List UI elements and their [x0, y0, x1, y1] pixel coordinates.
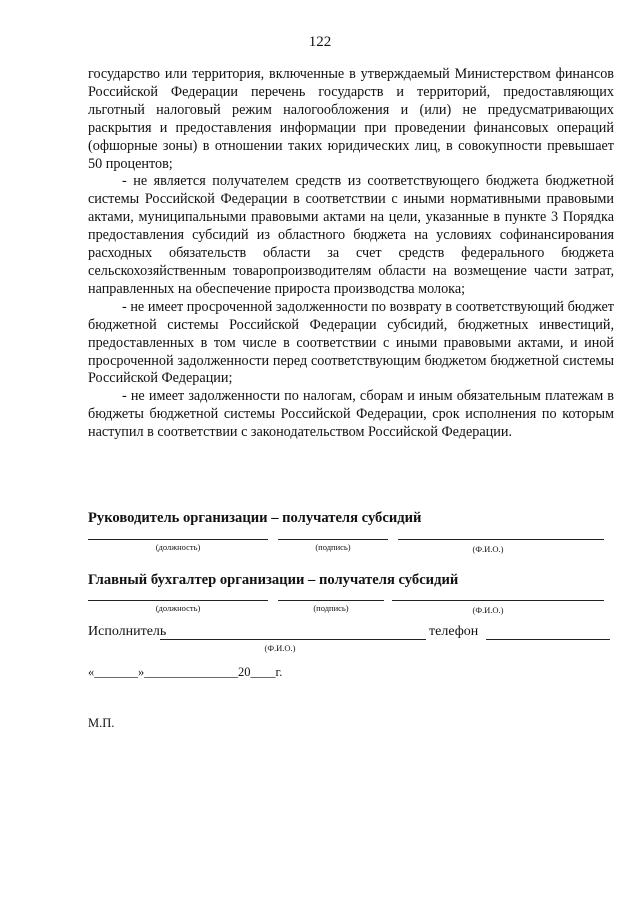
head-name-caption: (Ф.И.О.): [472, 544, 504, 554]
page-number: 122: [308, 34, 332, 50]
accountant-signature-caption: (подпись): [313, 603, 349, 613]
accountant-position-line: [88, 600, 268, 601]
phone-line: [486, 639, 610, 640]
accountant-name-caption: (Ф.И.О.): [472, 605, 504, 615]
head-signature-caption: (подпись): [315, 542, 351, 552]
paragraph: - не имеет задолженности по налогам, сборам и иным обязательным платежам в бюджеты бюджетной системы Российской Федерации, срок исполнения по которым наступил в соответствии с законодательством Российской Федерации.: [88, 388, 614, 441]
head-name-line: [398, 539, 604, 540]
executor-label: Исполнитель: [88, 624, 167, 639]
date-line: «_______»_______________20____г.: [88, 665, 283, 679]
stamp-label: М.П.: [88, 716, 115, 730]
accountant-signature-title: Главный бухгалтер организации – получателя субсидий: [88, 572, 459, 588]
head-position-caption: (должность): [155, 542, 201, 552]
executor-row: [88, 624, 166, 640]
paragraph: - не является получателем средств из соответствующего бюджета бюджетной системы Российской Федерации в соответствии с иными нормативными правовыми актами, муниципальными правовыми актами на цели, указанные в пункте 3 Порядка предоставления субсидий из областного бюджета на условиях софинансирования расходных обязательств области за счет средств федерального бюджета сельскохозяйственным товаропроизводителям области на возмещение части затрат, направленных на обеспечение прироста производства молока;: [88, 173, 614, 297]
accountant-signature-line: [278, 600, 384, 601]
body-text: [88, 66, 614, 442]
executor-name-caption: (Ф.И.О.): [264, 643, 296, 653]
head-signature-line: [278, 539, 388, 540]
paragraph: - не имеет просроченной задолженности по возврату в соответствующий бюджет бюджетной системы Российской Федерации субсидий, бюджетных инвестиций, предоставленных в том числе в соответствии с иными правовыми актами, и иной просроченной задолженности перед соответствующим бюджетом бюджетной системы Российской Федерации;: [88, 298, 614, 387]
head-signature-title: Руководитель организации – получателя субсидий: [88, 510, 422, 526]
paragraph: государство или территория, включенные в утверждаемый Министерством финансов Российской Федерации перечень государств и территорий, предоставляющих льготный налоговый режим налогообложения и (или) не предусматривающих раскрытия и предоставления информации при проведении финансовых операций (офшорные зоны) в отношении таких юридических лиц, в совокупности превышает 50 процентов;: [88, 66, 614, 172]
phone-label: телефон: [429, 624, 479, 639]
executor-name-line: [160, 639, 426, 640]
accountant-position-caption: (должность): [155, 603, 201, 613]
accountant-name-line: [392, 600, 604, 601]
head-position-line: [88, 539, 268, 540]
